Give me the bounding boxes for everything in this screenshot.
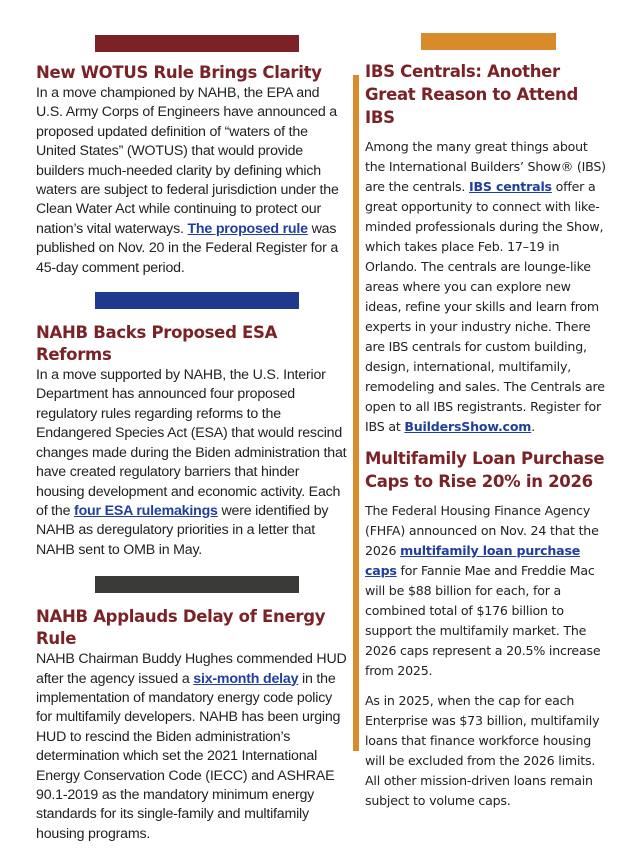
- article-body-2: As in 2025, when the cap for each Enterprise was $73 billion, multifamily loans that finance workforce housing will be excluded from the 2026 limits. All other mission-driven loans remain subject to volume caps.: [365, 693, 600, 808]
- ibs-centrals-link[interactable]: IBS centrals: [469, 179, 552, 194]
- loan-caps-link[interactable]: multifamily loan purchase caps: [365, 543, 581, 578]
- builders-show-link[interactable]: BuildersShow.com: [404, 419, 532, 434]
- article-title: NAHB Backs Proposed ESA Reforms: [36, 323, 278, 365]
- article-body: NAHB Chairman Buddy Hughes commended HUD after the agency issued a six-month delay in the implementation of mandatory energy code policy for multifamily developers. NAHB has been urging HUD to rescind the Biden administration’s determination which set the 2021 International Energy Conservation Code (IECC) and ASHRAE 90.1-2019 as the mandatory minimum energy standards for its single-family and multifamily housing programs.: [36, 651, 347, 842]
- article-title: Multifamily Loan Purchase Caps to Rise 20% in 2026: [365, 449, 605, 491]
- orange-divider-bar: [421, 33, 556, 50]
- article-title: IBS Centrals: Another Great Reason to Attend IBS: [365, 62, 578, 127]
- article-body: In a move championed by NAHB, the EPA and U.S. Army Corps of Engineers have announced a proposed updated definition of “waters of the United States” (WOTUS) that would provide builders much-needed clarity by defining which waters are subject to federal jurisdiction under the Clean Water Act while continuing to protect our nation’s vital waterways. The proposed rule was published on Nov. 20 in the Federal Register for a 45-day comment period.: [36, 85, 339, 276]
- sidebar-accent-line: [353, 75, 359, 751]
- esa-rulemakings-link[interactable]: four ESA rulemakings: [74, 502, 218, 519]
- ibs-article: [365, 60, 610, 437]
- wotus-article: [36, 62, 348, 278]
- left-column: [36, 0, 348, 844]
- article-body: The Federal Housing Finance Agency (FHFA) announced on Nov. 24 that the 2026 multifamily loan purchase caps for Fannie Mae and Freddie Mac will be $88 billion for each, for a combined total of $176 billion to support the multifamily market. The 2026 caps represent a 20.5% increase from 2025.: [365, 503, 601, 678]
- gray-divider-bar: [95, 576, 299, 593]
- esa-article: [36, 322, 348, 560]
- energy-article: [36, 606, 348, 844]
- article-title: New WOTUS Rule Brings Clarity: [36, 63, 322, 82]
- article-title: NAHB Applauds Delay of Energy Rule: [36, 607, 326, 649]
- article-body: Among the many great things about the International Builders’ Show® (IBS) are the centrals. IBS centrals offer a great opportunity to connect with like-minded professionals during the Show, which takes place Feb. 17–19 in Orlando. The centrals are lounge-like areas where you can explore new ideas, refine your skills and learn from experts in your industry niche. There are IBS centrals for custom building, design, international, multifamily, remodeling and sales. The Centrals are open to all IBS registrants. Register for IBS at BuildersShow.com.: [365, 139, 606, 434]
- blue-divider-bar: [95, 292, 299, 309]
- multifamily-article: [365, 447, 610, 811]
- proposed-rule-link[interactable]: The proposed rule: [187, 220, 308, 237]
- six-month-delay-link[interactable]: six-month delay: [193, 670, 299, 687]
- maroon-divider-bar: [95, 35, 299, 52]
- right-column: [365, 0, 610, 811]
- article-body: In a move supported by NAHB, the U.S. Interior Department has announced four proposed regulatory rules regarding reforms to the Endangered Species Act (ESA) that would rescind changes made during the Biden administration that have created regulatory barriers that hinder housing development and economic activity. Each of the four ESA rulemakings were identified by NAHB as deregulatory priorities in a letter that NAHB sent to OMB in May.: [36, 367, 347, 558]
